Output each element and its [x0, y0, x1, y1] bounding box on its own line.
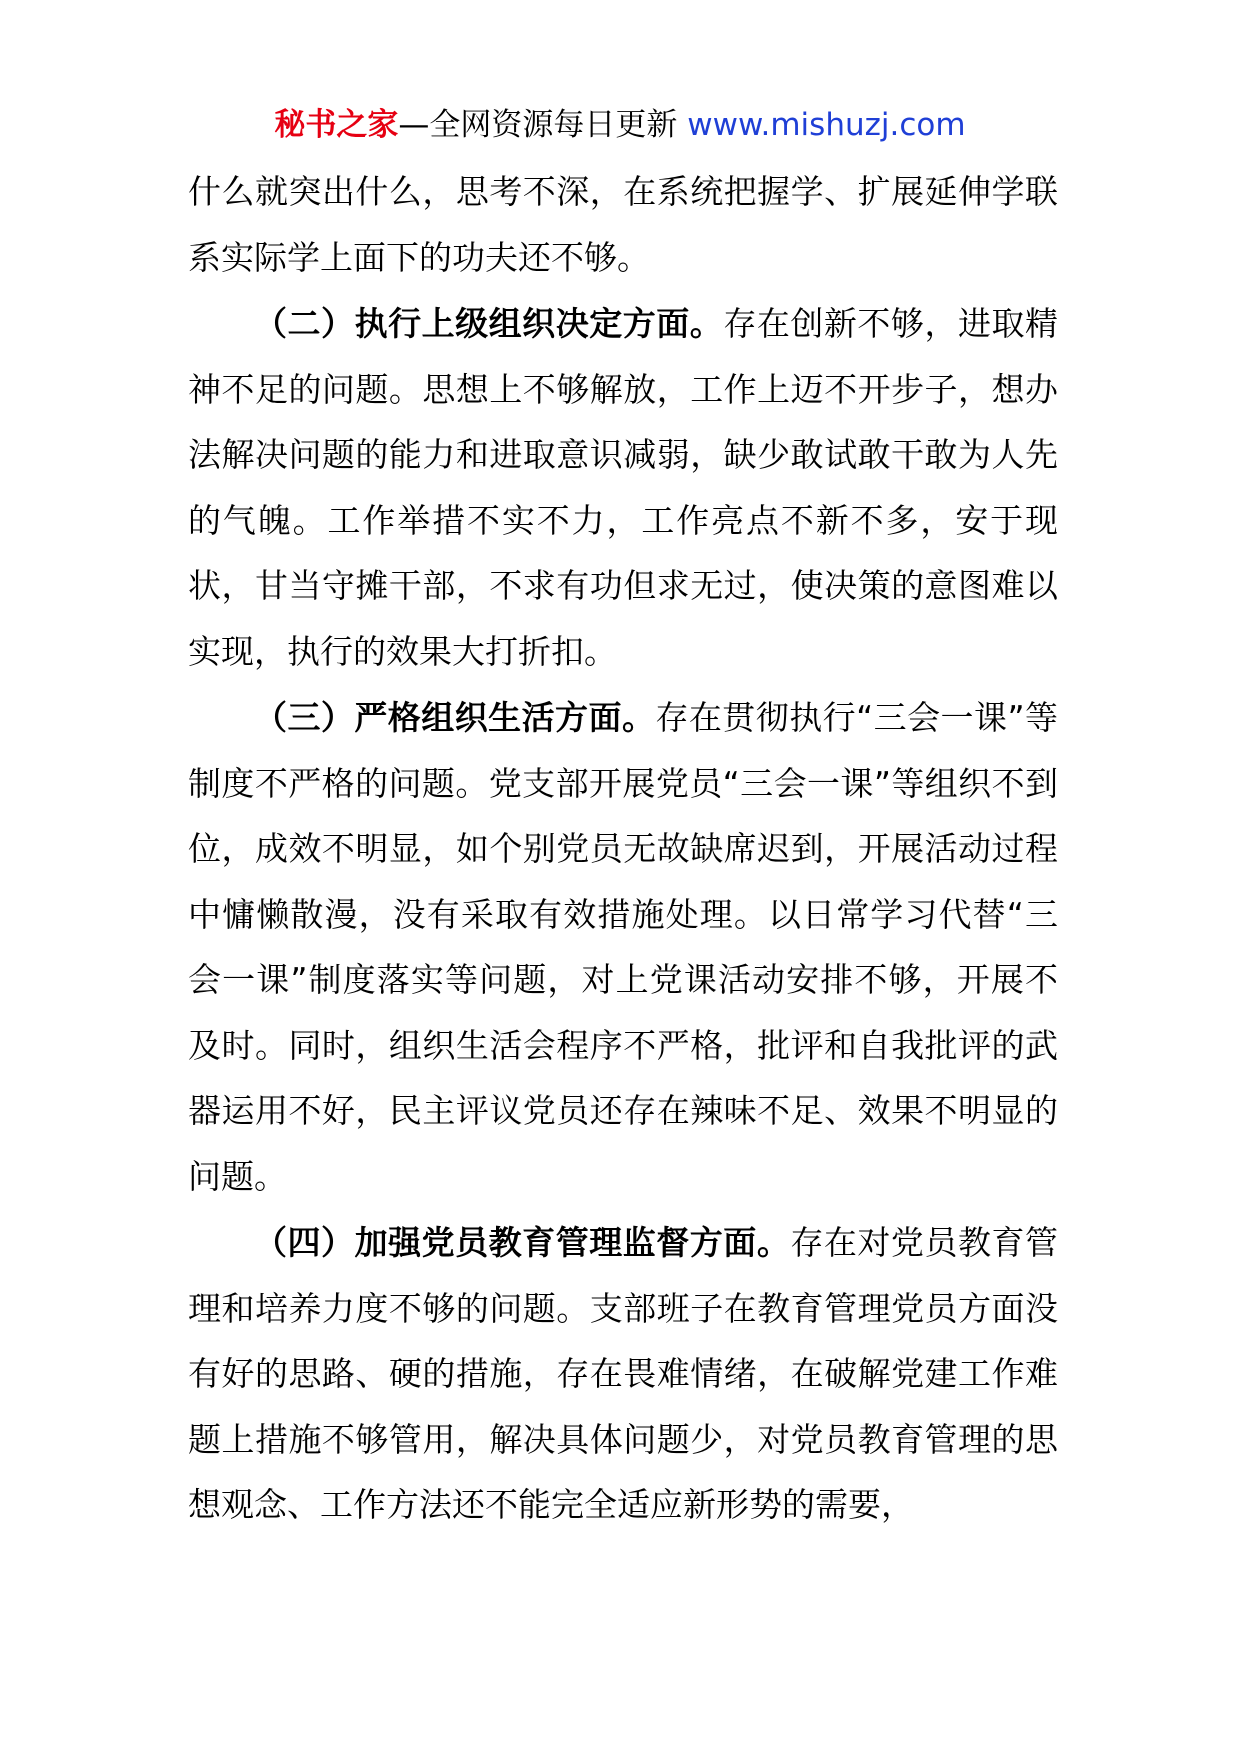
section-heading: （四）加强党员教育管理监督方面。 [254, 1223, 791, 1262]
site-header [0, 100, 1240, 150]
paragraph-continued [188, 159, 1058, 290]
paragraph-section-2 [188, 291, 1058, 684]
paragraph-text: 什么就突出什么，思考不深，在系统把握学、扩展延伸学联系实际学上面下的功夫还不够。 [188, 172, 1058, 277]
paragraph-text: 存在贯彻执行“三会一课”等制度不严格的问题。党支部开展党员“三会一课”等组织不到位，成效不明显，如个别党员无故缺席迟到，开展活动过程中慵懒散漫，没有采取有效措施处理。以日常学习代替“三会一课”制度落实等问题，对上党课活动安排不够，开展不及时。同时，组织生活会程序不严格，批评和自我批评的武器运用不好，民主评议党员还存在辣味不足、效果不明显的问题。 [188, 698, 1058, 1196]
paragraph-text: 存在创新不够，进取精神不足的问题。思想上不够解放，工作上迈不开步子，想办法解决问题的能力和进取意识减弱，缺少敢试敢干敢为人先的气魄。工作举措不实不力，工作亮点不新不多，安于现状，甘当守摊干部，不求有功但求无过，使决策的意图难以实现，执行的效果大打折扣。 [188, 304, 1059, 671]
document-body [188, 159, 1058, 1539]
brand-name: 秘书之家 [274, 107, 399, 143]
section-heading: （二）执行上级组织决定方面。 [254, 304, 724, 343]
section-heading: （三）严格组织生活方面。 [254, 698, 656, 737]
paragraph-section-3 [188, 685, 1058, 1209]
paragraph-text: 存在对党员教育管理和培养力度不够的问题。支部班子在教育管理党员方面没有好的思路、硬的措施，存在畏难情绪，在破解党建工作难题上措施不够管用，解决具体问题少，对党员教育管理的思想观念、工作方法还不能完全适应新形势的需要， [188, 1223, 1059, 1524]
header-tagline: —全网资源每日更新 [398, 107, 688, 143]
paragraph-section-4 [188, 1210, 1058, 1538]
site-url: www.mishuzj.com [687, 107, 966, 143]
